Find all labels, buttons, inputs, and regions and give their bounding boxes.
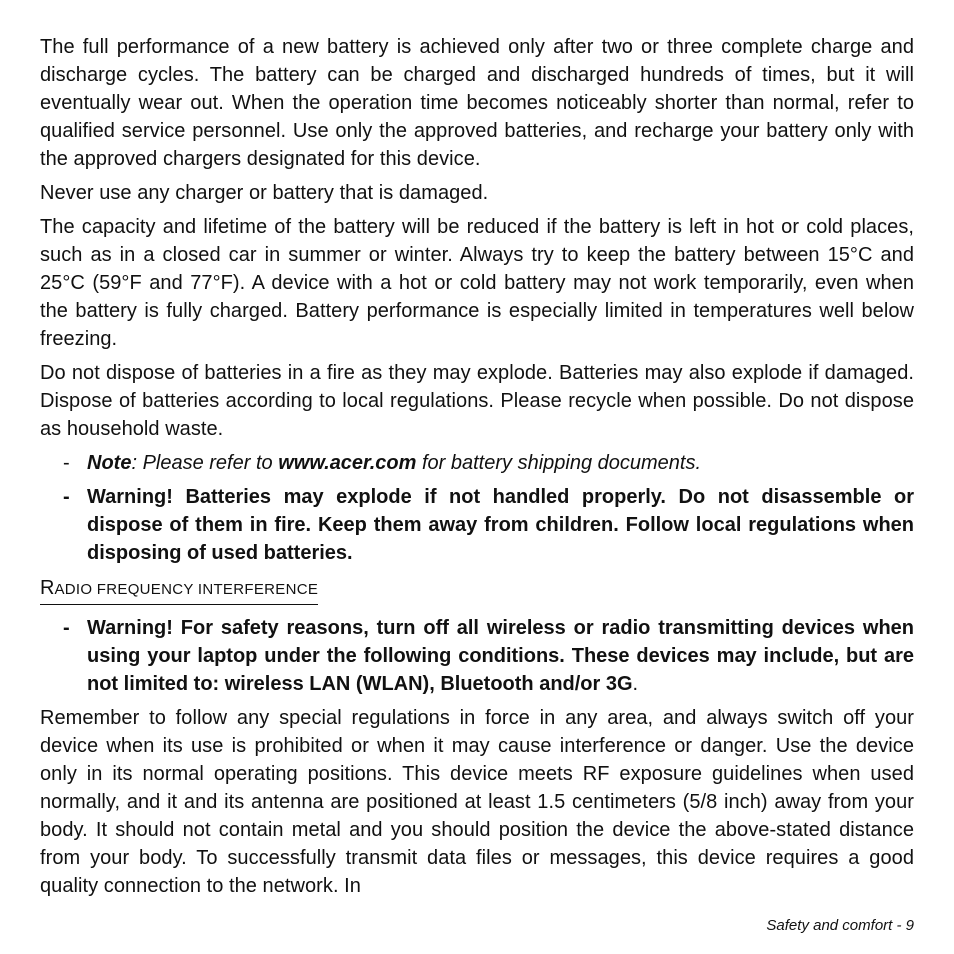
- section-heading-wrapper: [40, 573, 914, 614]
- warning-text: Warning! Batteries may explode if not handled properly. Do not disassemble or dispose of them in fire. Keep them away from children. Follow local regulations when disposing of used batteries.: [87, 486, 914, 564]
- warning-battery-explode: [40, 483, 914, 567]
- list-dash: -: [63, 617, 70, 639]
- note-item: [40, 449, 914, 477]
- page-content: [40, 33, 914, 906]
- paragraph-battery-performance: The full performance of a new battery is achieved only after two or three complete charge and discharge cycles. The battery can be charged and discharged hundreds of times, but it will eventually wear out. When the operation time becomes noticeably shorter than normal, refer to qualified service personnel. Use only the approved batteries, and recharge your battery only with the approved chargers designated for this device.: [40, 36, 914, 170]
- heading-initial: R: [40, 577, 55, 599]
- warning-text: Warning! For safety reasons, turn off all wireless or radio transmitting devices when using your laptop under the following conditions. These devices may include, but are not limited to: wireless LAN (WLAN), Bluetooth and/or 3G: [87, 617, 914, 695]
- page-footer: Safety and comfort - 9: [766, 917, 914, 934]
- warning-radio-text-wrapper: [87, 614, 914, 698]
- heading-rest: ADIO FREQUENCY INTERFERENCE: [54, 581, 319, 598]
- section-heading: [40, 575, 318, 605]
- paragraph-battery-disposal: Do not dispose of batteries in a fire as they may explode. Batteries may also explode if damaged. Dispose of batteries according to local regulations. Please recycle when possible. Do not dispose as household waste.: [40, 362, 914, 440]
- note-label: Note: [87, 452, 132, 474]
- warning-end: .: [632, 673, 639, 695]
- paragraph-battery-capacity: The capacity and lifetime of the battery will be reduced if the battery is left in hot or cold places, such as in a closed car in summer or winter. Always try to keep the battery between 15°C and 25°C (59°F and 77°F). A device with a hot or cold battery may not work temporarily, even when the battery is fully charged. Battery performance is especially limited in temperatures well below freezing.: [40, 216, 914, 350]
- acer-link[interactable]: www.acer.com: [278, 452, 417, 474]
- note-text-after: for battery shipping documents.: [416, 452, 702, 474]
- list-dash: -: [63, 486, 70, 508]
- list-dash: -: [63, 452, 70, 474]
- paragraph-damaged-charger: Never use any charger or battery that is damaged.: [40, 182, 489, 204]
- note-text: [87, 449, 914, 477]
- paragraph-radio-regulations: Remember to follow any special regulations in force in any area, and always switch off your device when its use is prohibited or when it may cause interference or danger. Use the device only in its normal operating positions. This device meets RF exposure guidelines when used normally, and it and its antenna are positioned at least 1.5 centimeters (5/8 inch) away from your body. It should not contain metal and you should position the device the above-stated distance from your body. To successfully transmit data files or messages, this device requires a good quality connection to the network. In: [40, 707, 914, 897]
- note-text-before: : Please refer to: [131, 452, 279, 474]
- warning-radio: [40, 614, 914, 698]
